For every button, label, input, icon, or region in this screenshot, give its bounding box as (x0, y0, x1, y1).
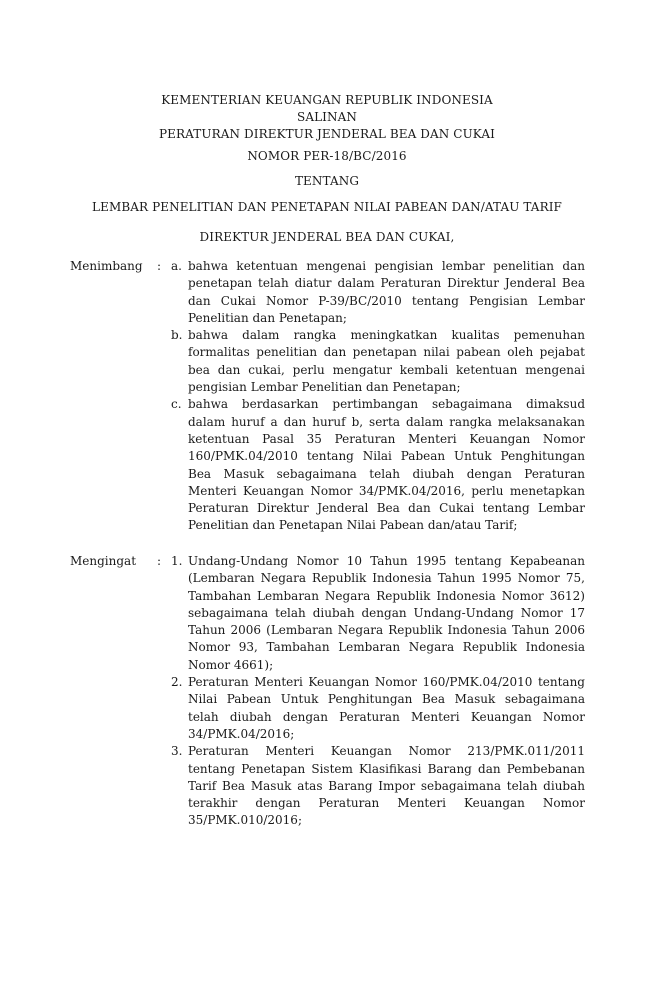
text-line: Penelitian dan Penetapan; (188, 310, 347, 325)
regulation-number: NOMOR PER-18/BC/2016 (247, 149, 407, 163)
text-line: Tambahan Lembaran Negara Republik Indonesia Nomor 3612) (188, 588, 585, 603)
text-line: 34/PMK.04/2016; (188, 726, 295, 741)
text-line: Menteri Keuangan Nomor 34/PMK.04/2016, perlu menetapkan (188, 483, 585, 498)
item-marker: 2. (171, 675, 183, 690)
text-line: Peraturan Menteri Keuangan Nomor 160/PMK.04/2010 tentang (188, 675, 585, 690)
item-text (188, 327, 585, 396)
section-colon: : (157, 554, 162, 568)
ministry-title: KEMENTERIAN KEUANGAN REPUBLIK INDONESIA (161, 93, 493, 107)
text-line: Nomor 93, Tambahan Lembaran Negara Republik Indonesia (188, 640, 585, 655)
item-marker: 1. (171, 554, 183, 568)
text-line: Tahun 2006 (Lembaran Negara Republik Indonesia Tahun 2006 (188, 623, 585, 638)
text-line: dan Cukai Nomor P-39/BC/2010 tentang Pengisian Lembar (188, 293, 585, 308)
text-line: Peraturan Menteri Keuangan Nomor 213/PMK.011/2011 (188, 744, 585, 759)
item-marker: c. (171, 397, 182, 412)
mengingat-section (70, 553, 585, 830)
text-line: Peraturan Direktur Jenderal Bea dan Cukai tentang Lembar (188, 501, 585, 516)
item-marker: 3. (171, 744, 183, 759)
issuer-title: DIREKTUR JENDERAL BEA DAN CUKAI, (199, 230, 455, 244)
text-line: tentang Penetapan Sistem Klasifikasi Barang dan Pembebanan (188, 761, 585, 776)
section-label: Menimbang (70, 259, 143, 273)
item-marker: a. (171, 259, 182, 273)
list-item (70, 396, 585, 534)
item-text (188, 674, 585, 743)
text-line: telah diubah dengan Peraturan Menteri Keuangan Nomor (188, 709, 585, 724)
list-item (70, 553, 585, 674)
text-line: sebagaimana telah diubah dengan Undang-Undang Nomor 17 (188, 605, 585, 620)
list-item (70, 327, 585, 396)
item-text (188, 258, 585, 327)
regulation-subject: LEMBAR PENELITIAN DAN PENETAPAN NILAI PABEAN DAN/ATAU TARIF (92, 200, 562, 214)
text-line: Bea Masuk sebagaimana telah diubah dengan Peraturan (188, 466, 585, 481)
section-label: Mengingat (70, 554, 137, 568)
text-line: bahwa dalam rangka meningkatkan kualitas pemenuhan (188, 328, 585, 343)
text-line: bea dan cukai, perlu mengatur kembali ketentuan mengenai (188, 362, 585, 377)
list-item (70, 674, 585, 743)
about-label: TENTANG (294, 174, 360, 188)
text-line: Undang-Undang Nomor 10 Tahun 1995 tentang Kepabeanan (188, 554, 585, 568)
item-text (188, 743, 585, 829)
item-marker: b. (171, 328, 183, 343)
text-line: bahwa berdasarkan pertimbangan sebagaimana dimaksud (188, 397, 585, 412)
regulation-title: PERATURAN DIREKTUR JENDERAL BEA DAN CUKAI (159, 127, 495, 141)
copy-label: SALINAN (297, 110, 357, 124)
text-line: terakhir dengan Peraturan Menteri Keuangan Nomor (188, 796, 585, 811)
text-line: 160/PMK.04/2010 tentang Nilai Pabean Untuk Penghitungan (188, 449, 585, 464)
text-line: pengisian Lembar Penelitian dan Penetapan; (188, 380, 461, 395)
list-item (70, 743, 585, 829)
menimbang-section (70, 258, 585, 535)
text-line: 35/PMK.010/2016; (188, 813, 302, 828)
item-text (188, 396, 585, 534)
text-line: Nilai Pabean Untuk Penghitungan Bea Masuk sebagaimana (188, 692, 585, 707)
section-colon: : (157, 259, 162, 273)
item-list (70, 258, 585, 535)
text-line: (Lembaran Negara Republik Indonesia Tahun 1995 Nomor 75, (188, 571, 585, 586)
text-line: dalam huruf a dan huruf b, serta dalam rangka melaksanakan (188, 414, 585, 429)
text-line: Nomor 4661); (188, 657, 274, 672)
text-line: Penelitian dan Penetapan Nilai Pabean dan/atau Tarif; (188, 518, 518, 533)
text-line: Tarif Bea Masuk atas Barang Impor sebagaimana telah diubah (188, 778, 585, 793)
text-line: penetapan telah diatur dalam Peraturan Direktur Jenderal Bea (188, 276, 585, 291)
text-line: ketentuan Pasal 35 Peraturan Menteri Keuangan Nomor (188, 431, 585, 446)
item-text (188, 553, 585, 674)
text-line: bahwa ketentuan mengenai pengisian lembar penelitian dan (188, 259, 585, 273)
item-list (70, 553, 585, 830)
text-line: formalitas penelitian dan penetapan nilai pabean oleh pejabat (188, 345, 585, 360)
list-item (70, 258, 585, 327)
